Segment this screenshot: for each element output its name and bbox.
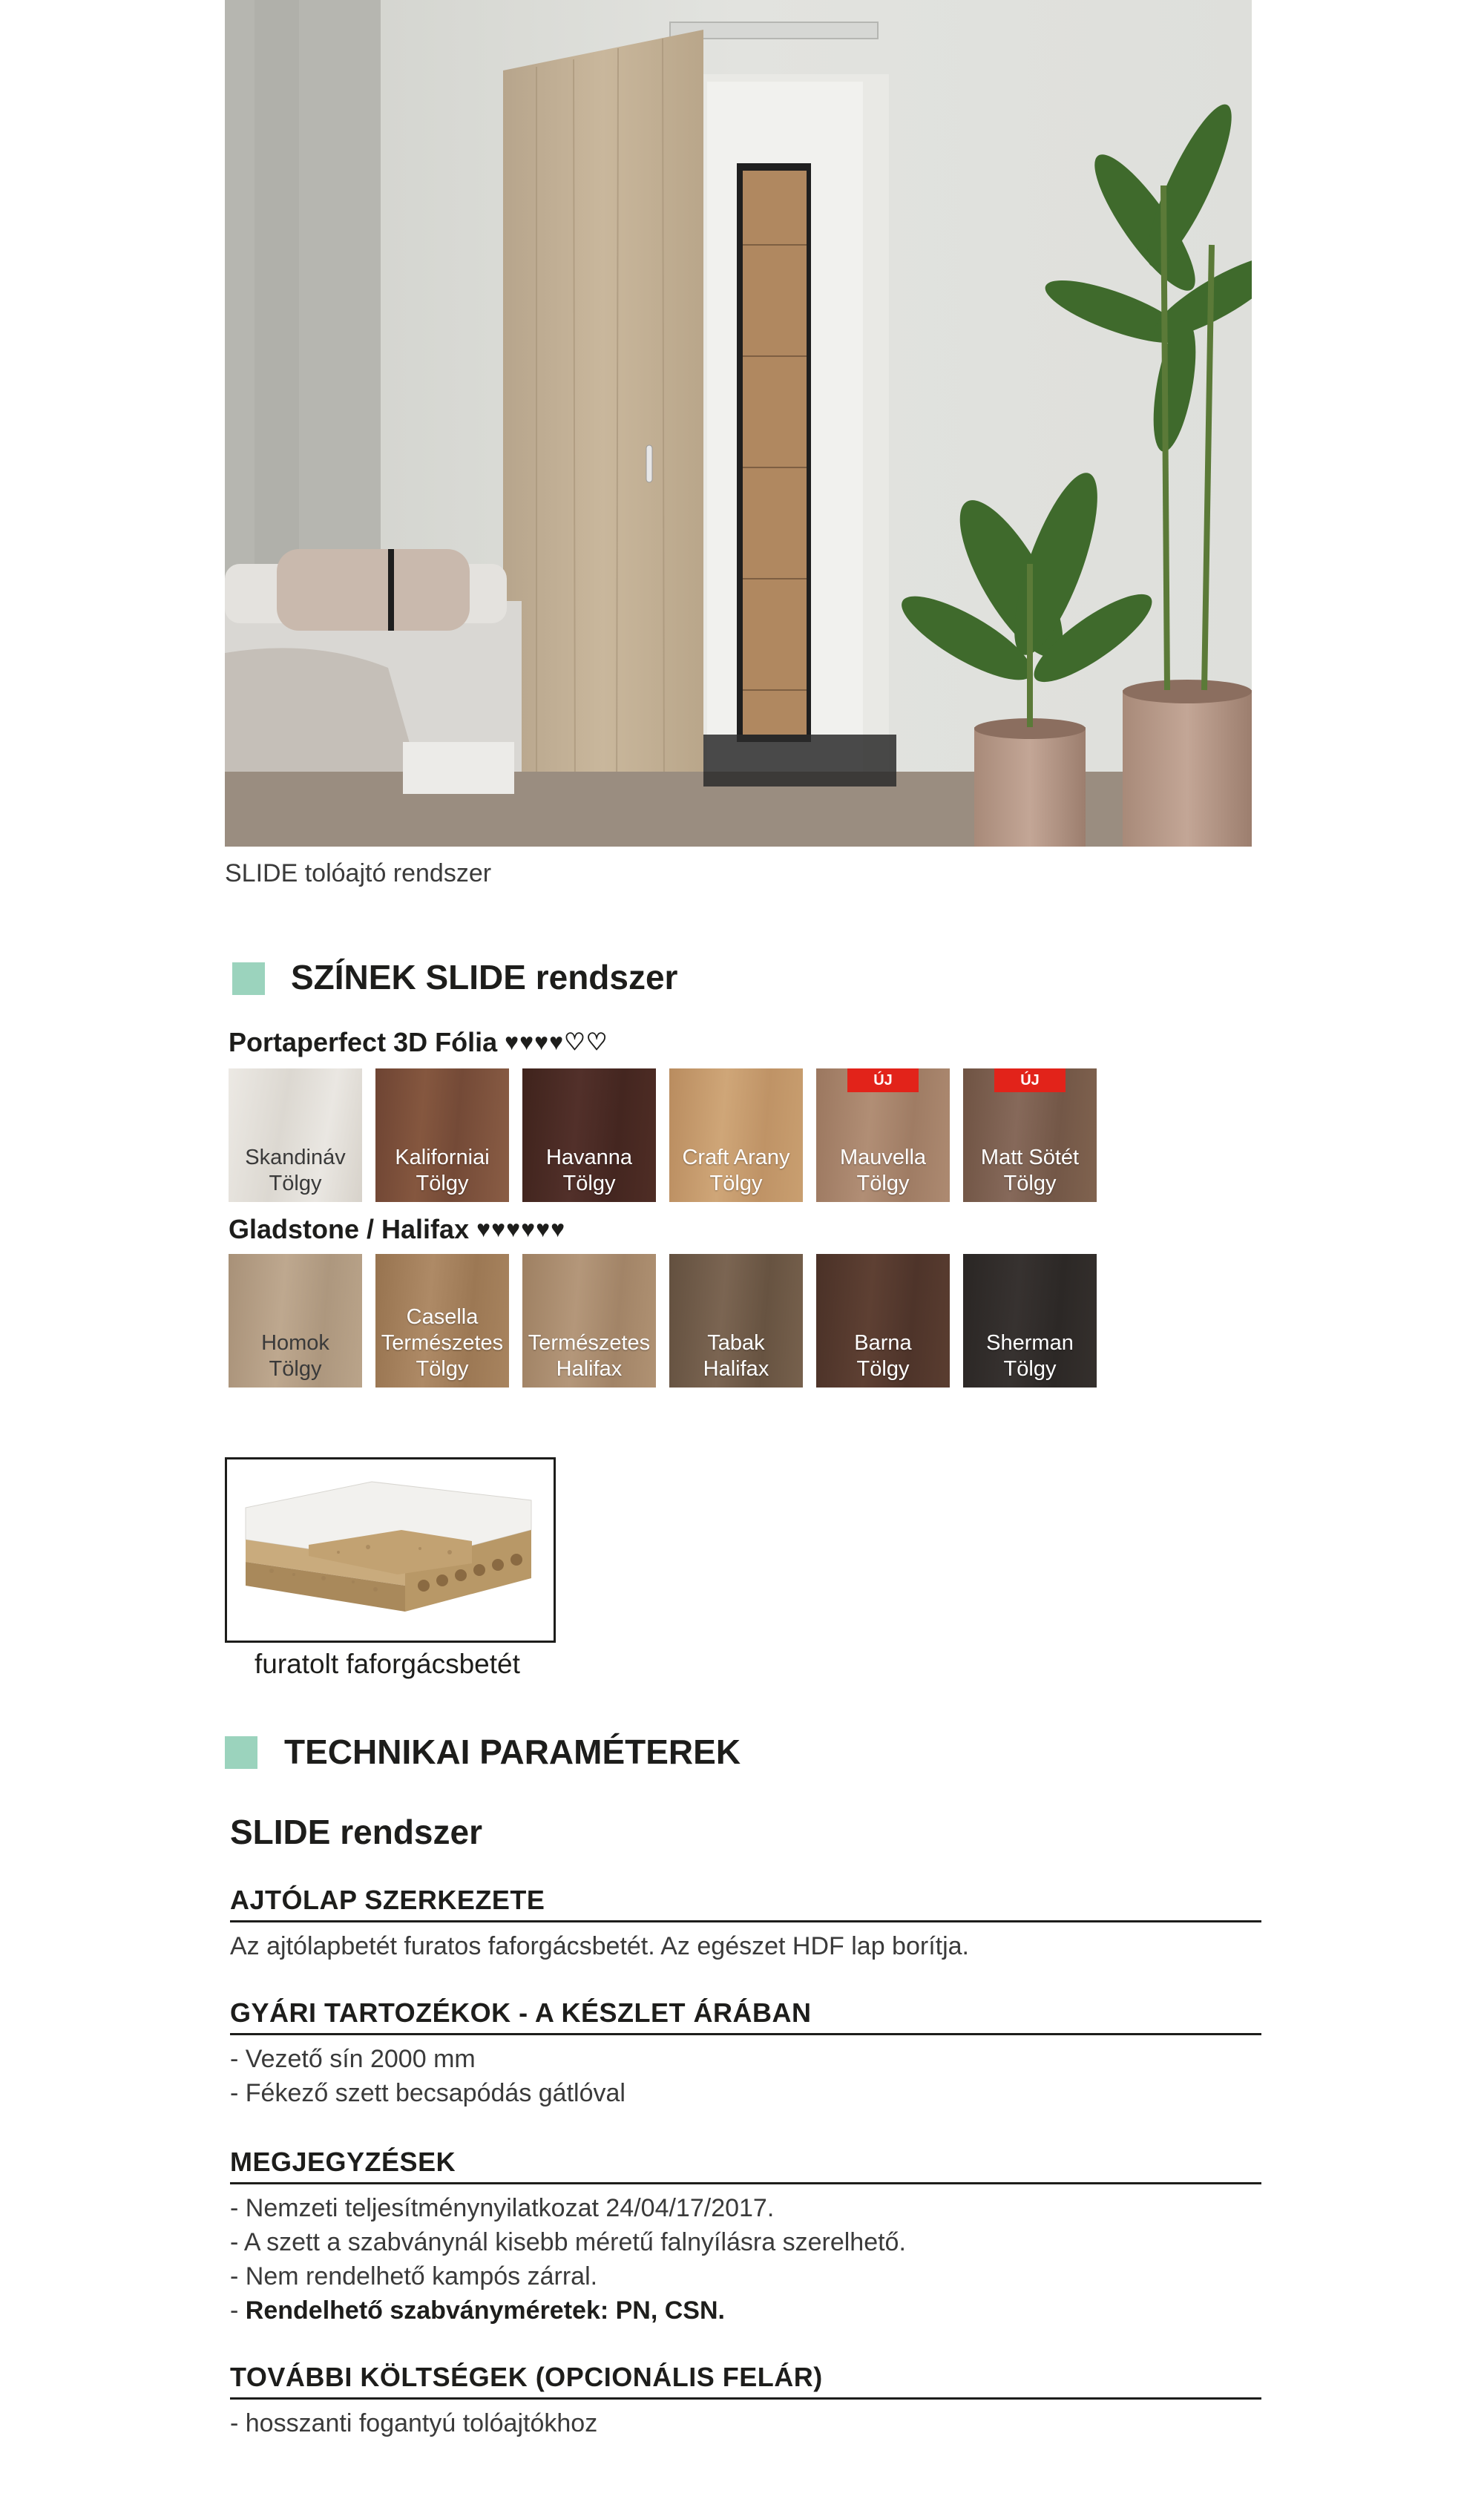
swatch-skandinav-tolgy[interactable]: Skandináv Tölgy bbox=[229, 1068, 362, 1202]
rating-hearts-icon: ♥♥♥♥♥♥ bbox=[476, 1215, 566, 1242]
body-line: - Nem rendelhető kampós zárral. bbox=[230, 2262, 598, 2291]
section-marker bbox=[225, 1736, 257, 1769]
swatch-termeszetes-halifax[interactable]: Természetes Halifax bbox=[522, 1254, 656, 1388]
swatch-casella-termeszetes-tolgy[interactable]: Casella Természetes Tölgy bbox=[375, 1254, 509, 1388]
group-title-gladstone-halifax bbox=[229, 1214, 565, 1245]
block-title-tartozekok: GYÁRI TARTOZÉKOK - A KÉSZLET ÁRÁBAN bbox=[230, 1997, 812, 2028]
swatch-homok-tolgy[interactable]: Homok Tölgy bbox=[229, 1254, 362, 1388]
body-line: Az ajtólapbetét furatos faforgácsbetét. Az egészet HDF lap borítja. bbox=[230, 1932, 969, 1960]
block-title-tovabbi-koltsegek: TOVÁBBI KÖLTSÉGEK (OPCIONÁLIS FELÁR) bbox=[230, 2362, 823, 2392]
swatch-tabak-halifax[interactable]: Tabak Halifax bbox=[669, 1254, 803, 1388]
chipboard-core-icon bbox=[227, 1459, 554, 1641]
body-line: - Fékező szett becsapódás gátlóval bbox=[230, 2079, 626, 2107]
block-title-megjegyzesek: MEGJEGYZÉSEK bbox=[230, 2147, 456, 2177]
body-line: - hosszanti fogantyú tolóajtókhoz bbox=[230, 2409, 598, 2437]
swatch-barna-tolgy[interactable]: Barna Tölgy bbox=[816, 1254, 950, 1388]
body-line: - Nemzeti teljesítménynyilatkozat 24/04/17/2017. bbox=[230, 2194, 775, 2222]
rating-hearts-icon: ♥♥♥♥♡♡ bbox=[505, 1028, 608, 1055]
colors-section-title: SZÍNEK SLIDE rendszer bbox=[291, 958, 678, 996]
body-line: - Vezető sín 2000 mm bbox=[230, 2045, 476, 2073]
new-badge: ÚJ bbox=[847, 1068, 919, 1092]
swatch-mauvella-tolgy[interactable]: ÚJ Mauvella Tölgy bbox=[816, 1068, 950, 1202]
body-line-bold: - Rendelhető szabványméretek: PN, CSN. bbox=[230, 2296, 725, 2325]
section-marker bbox=[232, 962, 265, 995]
system-title: SLIDE rendszer bbox=[230, 1813, 482, 1851]
group-name: Portaperfect 3D Fólia bbox=[229, 1027, 498, 1057]
divider bbox=[230, 2182, 1261, 2184]
group-name: Gladstone / Halifax bbox=[229, 1214, 470, 1244]
swatch-matt-sotet-tolgy[interactable]: ÚJ Matt Sötét Tölgy bbox=[963, 1068, 1097, 1202]
new-badge: ÚJ bbox=[994, 1068, 1066, 1092]
swatch-craft-arany-tolgy[interactable]: Craft Arany Tölgy bbox=[669, 1068, 803, 1202]
block-title-ajtolap: AJTÓLAP SZERKEZETE bbox=[230, 1885, 545, 1915]
body-line: - A szett a szabványnál kisebb méretű falnyílásra szerelhető. bbox=[230, 2228, 906, 2256]
divider bbox=[230, 1920, 1261, 1922]
divider bbox=[230, 2397, 1261, 2400]
hero-photo bbox=[225, 0, 1252, 847]
divider bbox=[230, 2033, 1261, 2035]
hero-caption: SLIDE tolóajtó rendszer bbox=[225, 859, 492, 887]
tech-section-title: TECHNIKAI PARAMÉTEREK bbox=[284, 1733, 741, 1771]
group-title-portaperfect bbox=[229, 1027, 608, 1058]
swatch-kaliforniai-tolgy[interactable]: Kaliforniai Tölgy bbox=[375, 1068, 509, 1202]
core-caption: furatolt faforgácsbetét bbox=[255, 1649, 520, 1679]
swatch-havanna-tolgy[interactable]: Havanna Tölgy bbox=[522, 1068, 656, 1202]
core-illustration-frame bbox=[225, 1457, 556, 1643]
swatch-sherman-tolgy[interactable]: Sherman Tölgy bbox=[963, 1254, 1097, 1388]
